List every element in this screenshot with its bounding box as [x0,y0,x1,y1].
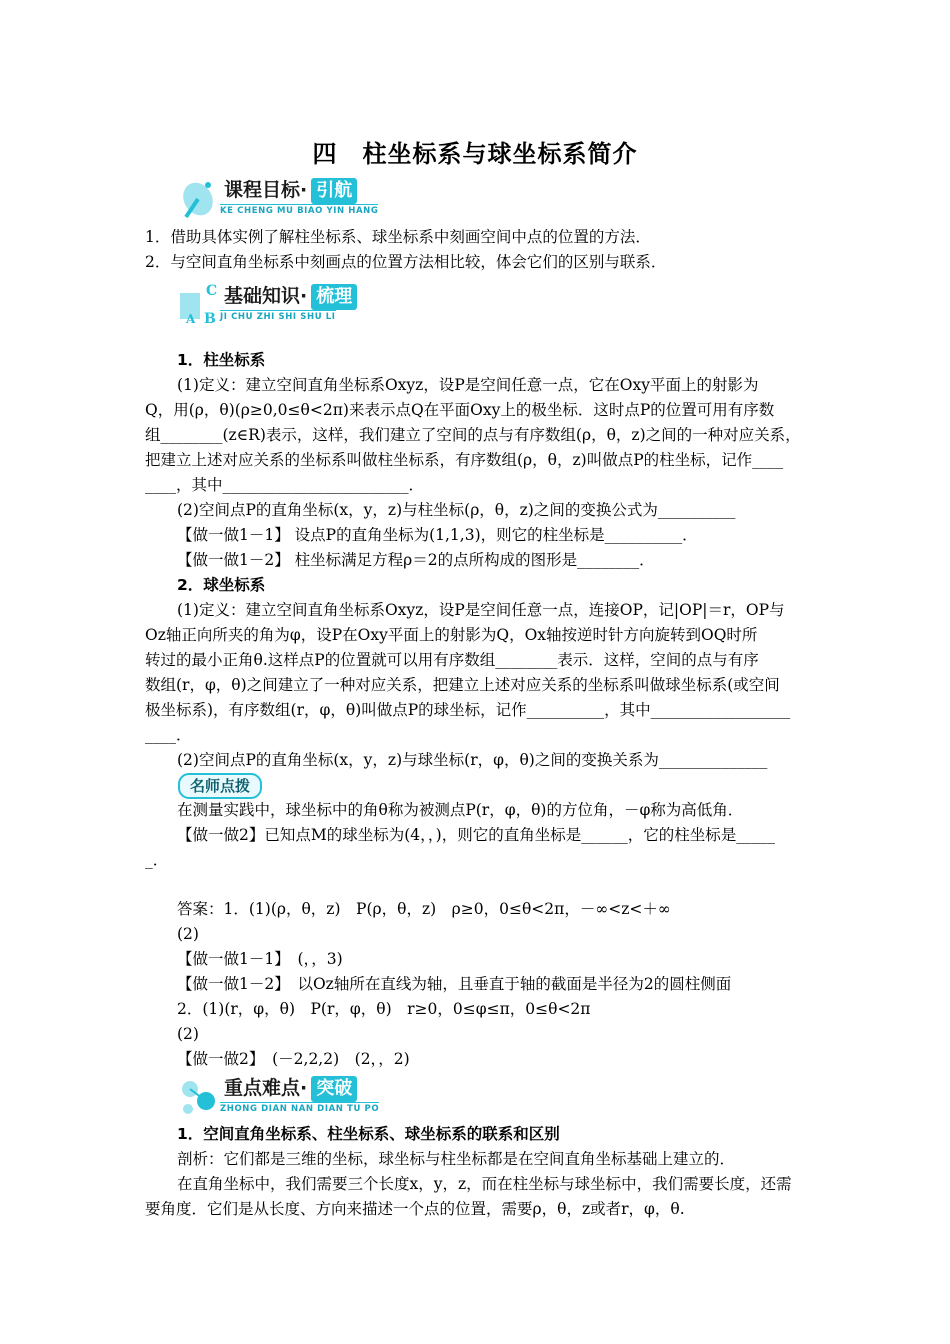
text-line: Oz轴正向所夹的角为φ，设P在Oxy平面上的射影为Q，Ox轴按逆时针方向旋转到OQ时所 [145,626,758,644]
answer-line: 2．(1)(r，φ，θ) P(r，φ，θ) r≥0，0≤φ≤π，0≤θ<2π [177,1000,591,1018]
banner-subtitle: KE CHENG MU BIAO YIN HANG [220,206,379,216]
banner-basic-knowledge [176,279,406,327]
banner-subtitle: ZHONG DIAN NAN DIAN TU PO [220,1104,380,1114]
answer-line: 【做一做1－1】 (，，3) [177,950,343,968]
section-heading: 1．空间直角坐标系、柱坐标系、球坐标系的联系和区别 [177,1125,560,1143]
answer-line: 【做一做1－2】 以Oz轴所在直线为轴，且垂直于轴的截面是半径为2的圆柱侧面 [177,975,732,993]
banner-title: 课程目标· 引航 [214,177,365,203]
svg-text:B: B [204,311,216,327]
text-line: (2)空间点P的直角坐标(x，y，z)与球坐标(r，φ，θ)之间的变换关系为______________ [177,751,768,769]
text-line: (2)空间点P的直角坐标(x，y，z)与柱坐标(ρ，θ，z)之间的变换公式为__________ [177,501,736,519]
text-line: _． [145,851,169,869]
text-line: 转过的最小正角θ.这样点P的位置就可以用有序数组________表示．这样，空间的点与有序 [145,651,759,669]
exercise-line: 【做一做1－2】 柱坐标满足方程ρ＝2的点所构成的图形是________． [177,551,655,569]
tip-badge: 名师点拨 [178,773,262,799]
text-line: (1)定义：建立空间直角坐标系Oxyz，设P是空间任意一点，它在Oxy平面上的射影为 [177,376,759,394]
svg-text:C: C [206,283,218,299]
svg-text:A: A [186,312,196,326]
banner-title: 重点难点· 突破 [214,1075,365,1101]
banner-key-difficulties [176,1071,406,1119]
banner-course-goals [176,173,406,221]
section-heading: 2．球坐标系 [177,576,266,594]
answer-line: (2) [177,1025,199,1043]
text-line: (1)定义：建立空间直角坐标系Oxyz，设P是空间任意一点，连接OP，记|OP|＝r，OP与 [177,601,785,619]
banner-subtitle: JI CHU ZHI SHI SHU LI [220,312,336,322]
text-line: Q，用(ρ，θ)(ρ≥0,0≤θ<2π)来表示点Q在平面Oxy上的极坐标．这时点P的位置可用有序数 [145,401,775,419]
text-line: 要角度．它们是从长度、方向来描述一个点的位置，需要ρ，θ，z或者r，φ，θ. [145,1200,685,1218]
text-line: 极坐标系)，有序数组(r，φ，θ)叫做点P的球坐标，记作__________，其中__________________ [145,701,791,719]
exercise-line: 【做一做1－1】 设点P的直角坐标为(1,1,3)，则它的柱坐标是__________． [177,526,698,544]
text-line: 组________(z∈R)表示，这样，我们建立了空间的点与有序数组(ρ，θ，z)之间的一种对应关系， [145,426,801,444]
text-line: ____，其中________________________． [145,476,425,494]
banner-title: 基础知识· 梳理 [214,283,365,309]
text-line: 数组(r，φ，θ)之间建立了一种对应关系，把建立上述对应关系的坐标系叫做球坐标系(或空间 [145,676,780,694]
objective-1: 1．借助具体实例了解柱坐标系、球坐标系中刻画空间中点的位置的方法． [145,228,651,246]
text-line: 在直角坐标中，我们需要三个长度x，y，z，而在柱坐标与球坐标中，我们需要长度，还需 [177,1175,792,1193]
section-heading: 1．柱坐标系 [177,351,266,369]
answer-line: (2) [177,925,199,943]
answer-line: 答案：1．(1)(ρ，θ，z) P(ρ，θ，z) ρ≥0，0≤θ<2π，－∞<z<＋∞ [177,900,671,918]
text-line: 剖析：它们都是三维的坐标，球坐标与柱坐标都是在空间直角坐标基础上建立的． [177,1150,736,1168]
text-line: ____． [145,726,192,744]
tip-text: 在测量实践中，球坐标中的角θ称为被测点P(r，φ，θ)的方位角，－φ称为高低角． [177,801,744,819]
answer-line: 【做一做2】 (－2,2,2) (2，，2) [177,1050,410,1068]
objective-2: 2．与空间直角坐标系中刻画点的位置方法相比较，体会它们的区别与联系． [145,253,667,271]
exercise-line: 【做一做2】已知点M的球坐标为(4，，)，则它的直角坐标是______，它的柱坐标是_____ [177,826,775,844]
text-line: 把建立上述对应关系的坐标系叫做柱坐标系，有序数组(ρ，θ，z)叫做点P的柱坐标，记作____ [145,451,784,469]
page-title: 四 柱坐标系与球坐标系简介 [312,140,638,168]
